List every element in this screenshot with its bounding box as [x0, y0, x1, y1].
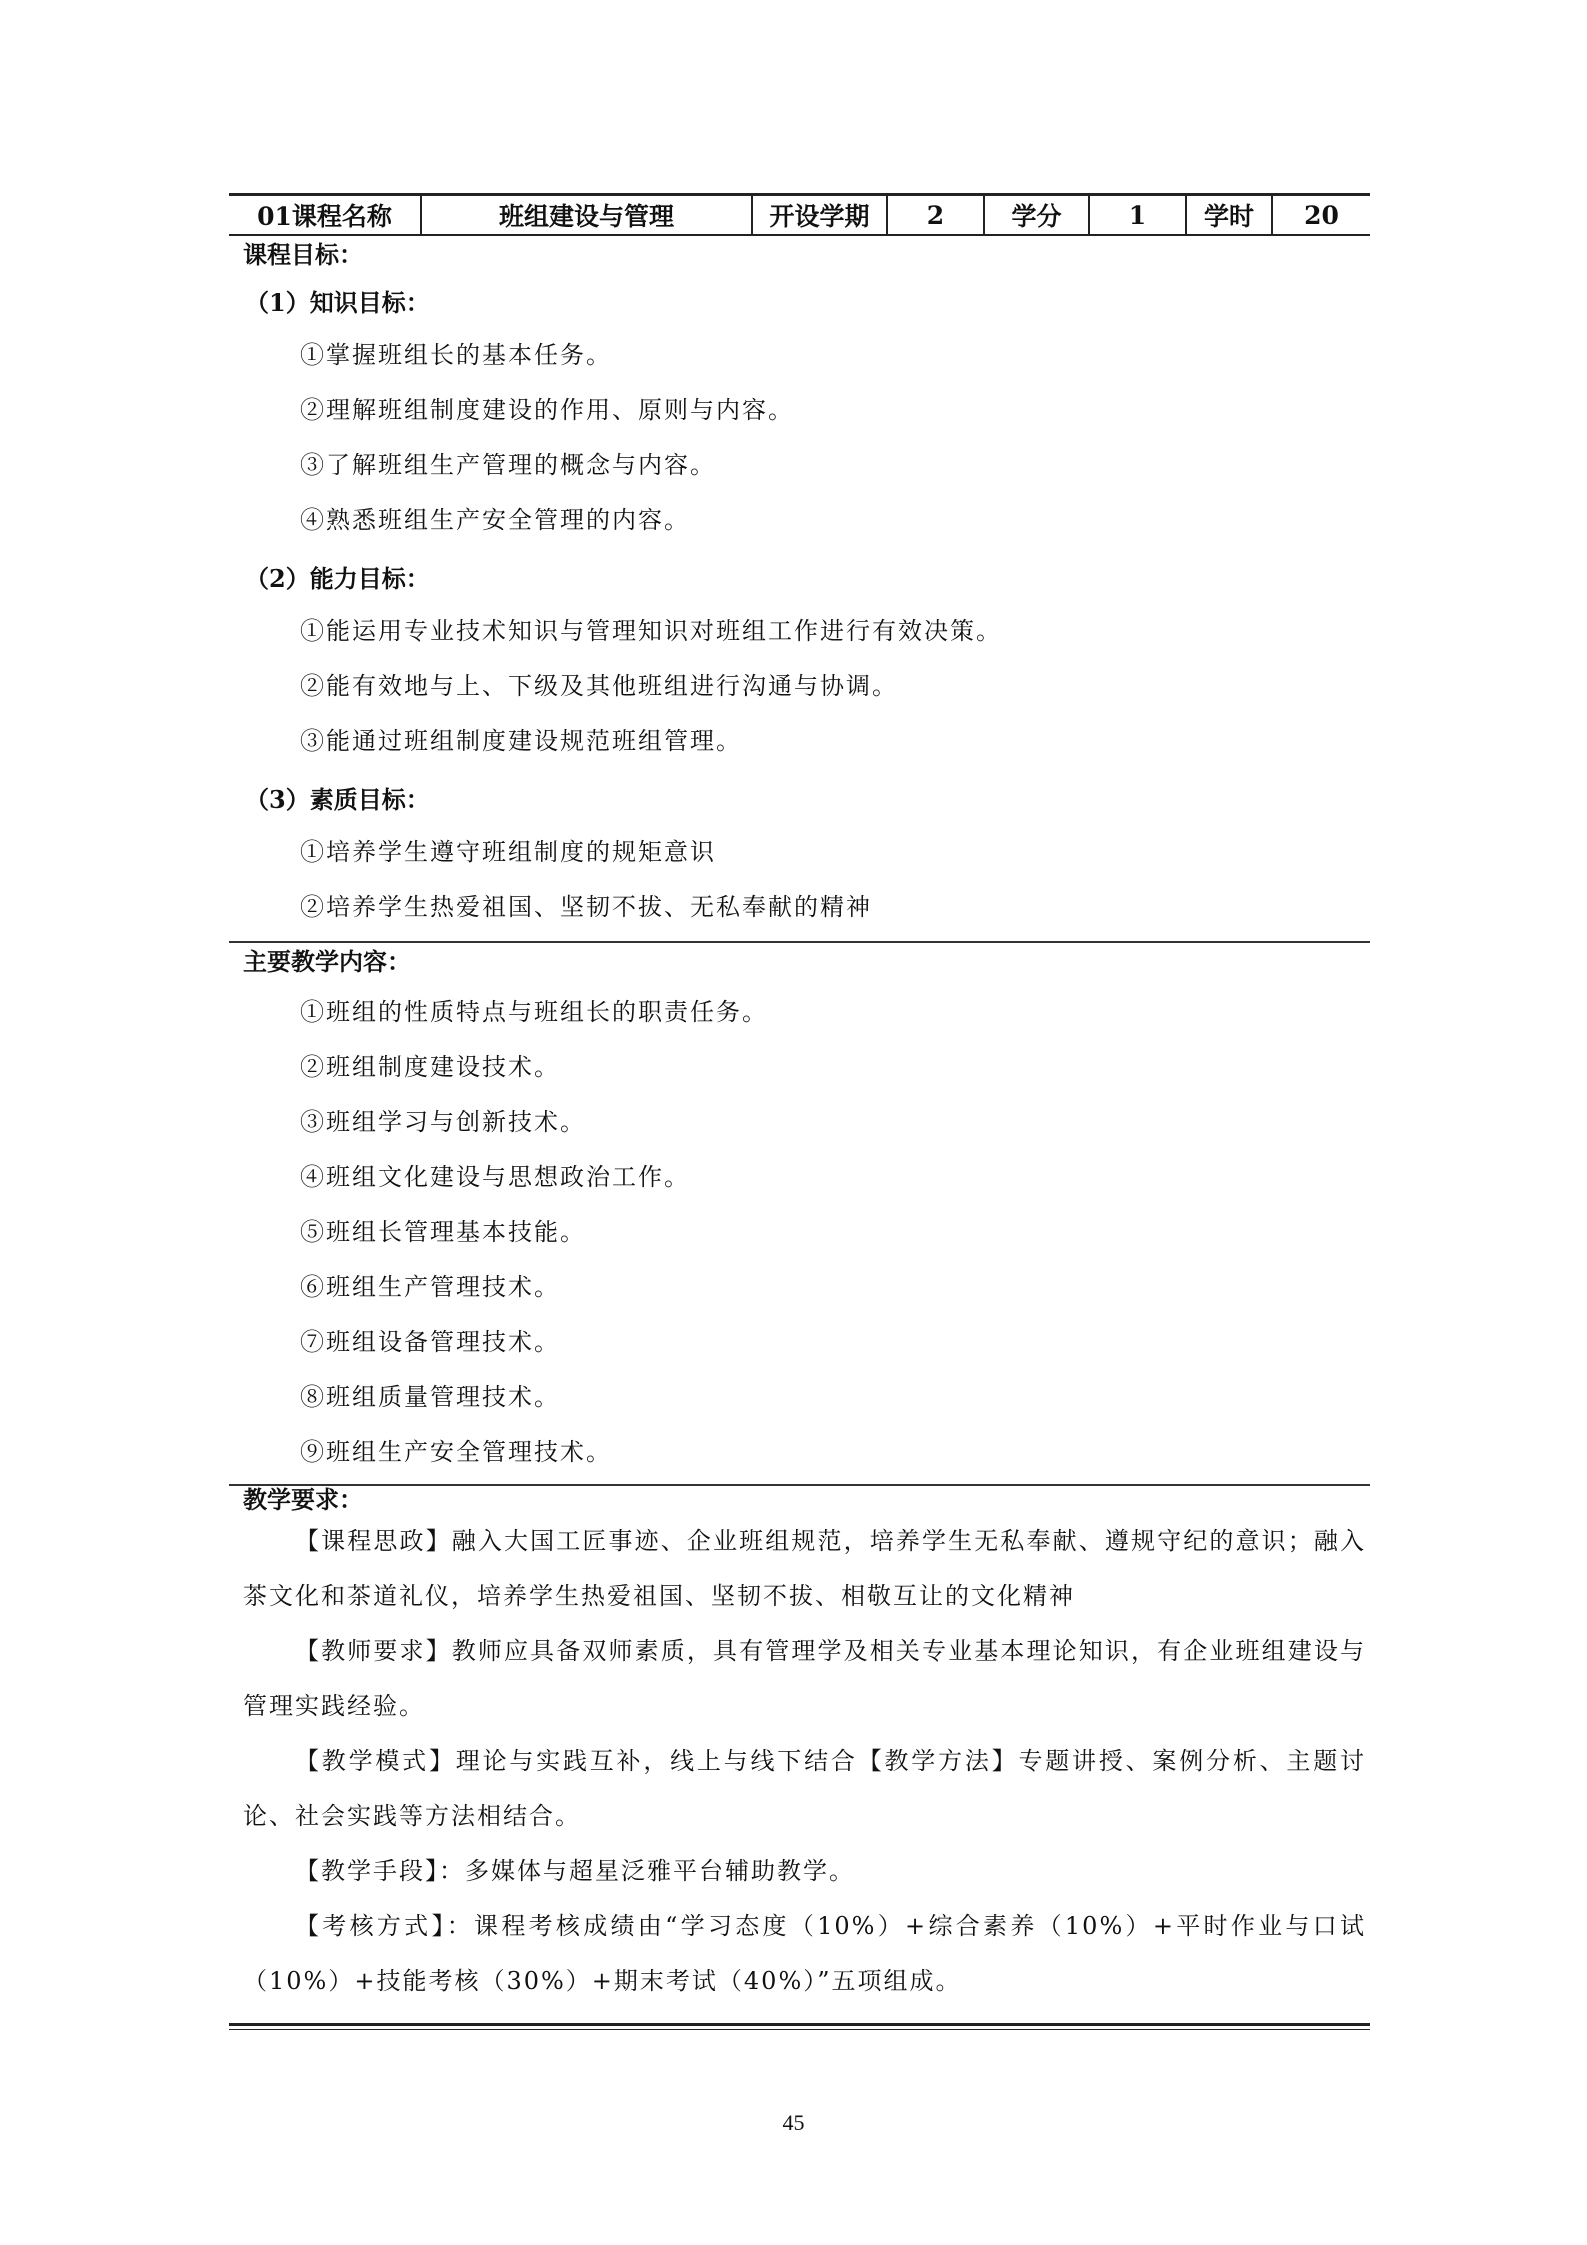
list-item: ②培养学生热爱祖国、坚韧不拔、无私奉献的精神	[300, 893, 872, 921]
knowledge-objectives-title: （1）知识目标：	[245, 288, 430, 317]
list-item: ⑨班组生产安全管理技术。	[300, 1438, 612, 1466]
list-item: ②理解班组制度建设的作用、原则与内容。	[300, 396, 794, 424]
quality-objectives-title: （3）素质目标：	[245, 785, 430, 814]
list-item: ⑤班组长管理基本技能。	[300, 1218, 586, 1246]
list-item: ①掌握班组长的基本任务。	[300, 341, 612, 369]
ability-objectives-title: （2）能力目标：	[245, 564, 430, 593]
list-item: ①能运用专业技术知识与管理知识对班组工作进行有效决策。	[300, 617, 1002, 645]
objectives-section	[229, 236, 1370, 941]
course-header-row	[229, 196, 1370, 236]
list-item: ③班组学习与创新技术。	[300, 1108, 586, 1136]
list-item: ②班组制度建设技术。	[300, 1053, 560, 1081]
course-document	[229, 193, 1370, 2030]
content-section	[229, 943, 1370, 1484]
list-item: ④熟悉班组生产安全管理的内容。	[300, 506, 690, 534]
paragraph: 【课程思政】融入大国工匠事迹、企业班组规范，培养学生无私奉献、遵规守纪的意识；融入茶文化和茶道礼仪，培养学生热爱祖国、坚韧不拔、相敬互让的文化精神	[243, 1527, 1366, 1610]
semester-label: 开设学期	[753, 196, 888, 234]
list-item: ①班组的性质特点与班组长的职责任务。	[300, 998, 768, 1026]
course-name-label: 01课程名称	[229, 196, 422, 234]
paragraph: 【考核方式】：课程考核成绩由“学习态度（10%）+综合素养（10%）+平时作业与口试（10%）+技能考核（30%）+期末考试（40%）”五项组成。	[243, 1912, 1366, 1995]
list-item: ①培养学生遵守班组制度的规矩意识	[300, 838, 716, 866]
credit-value: 1	[1090, 196, 1187, 234]
list-item: ④班组文化建设与思想政治工作。	[300, 1163, 690, 1191]
course-name-value: 班组建设与管理	[422, 196, 753, 234]
list-item: ⑧班组质量管理技术。	[300, 1383, 560, 1411]
paragraph: 【教师要求】教师应具备双师素质，具有管理学及相关专业基本理论知识，有企业班组建设与管理实践经验。	[243, 1637, 1366, 1720]
page-number: 45	[782, 2110, 805, 2135]
list-item: ③了解班组生产管理的概念与内容。	[300, 451, 716, 479]
list-item: ⑥班组生产管理技术。	[300, 1273, 560, 1301]
credit-label: 学分	[985, 196, 1090, 234]
requirements-title: 教学要求：	[243, 1485, 363, 1514]
paragraph: 【教学模式】理论与实践互补，线上与线下结合【教学方法】专题讲授、案例分析、主题讨论、社会实践等方法相结合。	[243, 1747, 1366, 1830]
objectives-title: 课程目标：	[243, 240, 363, 269]
content-title: 主要教学内容：	[243, 947, 411, 976]
hours-label: 学时	[1187, 196, 1273, 234]
table-bottom-rule	[229, 2023, 1370, 2030]
list-item: ⑦班组设备管理技术。	[300, 1328, 560, 1356]
hours-value: 20	[1304, 200, 1339, 230]
list-item: ③能通过班组制度建设规范班组管理。	[300, 727, 742, 755]
paragraph: 【教学手段】：多媒体与超星泛雅平台辅助教学。	[295, 1857, 855, 1885]
semester-value: 2	[888, 196, 985, 234]
requirements-section	[229, 1486, 1370, 2023]
list-item: ②能有效地与上、下级及其他班组进行沟通与协调。	[300, 672, 898, 700]
